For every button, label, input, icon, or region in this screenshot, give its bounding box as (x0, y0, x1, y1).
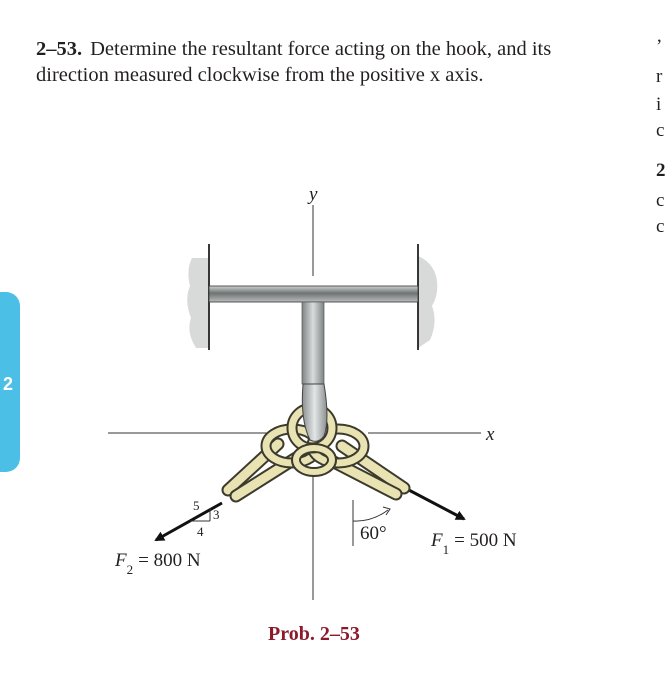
right-wall (418, 256, 437, 348)
edge-letter: c (656, 190, 665, 211)
problem-text: Determine the resultant force acting on the hook, and its direction measured clockwise from the positive x axis. (36, 38, 552, 86)
support-bar (209, 286, 418, 302)
f1-label: $F_1 = 500$ N (431, 530, 517, 557)
chapter-tab-label: 2 (2, 374, 13, 394)
left-wall (187, 258, 209, 348)
edge-letter: c (656, 120, 665, 141)
edge-letter: i (656, 94, 662, 115)
f2-label: $F_2 = 800$ N (115, 550, 201, 577)
edge-letter: r (656, 66, 663, 87)
edge-letter: ’ (656, 36, 663, 57)
figure-caption: Prob. 2–53 (268, 623, 360, 645)
x-axis-label: x (486, 424, 495, 445)
edge-letter: 2 (656, 160, 665, 181)
hook-rod (302, 302, 324, 384)
problem-number: 2–53. (36, 38, 83, 60)
f1-arrow (405, 488, 464, 519)
slope-horizontal-label: 4 (197, 524, 204, 539)
y-axis-label: y (309, 184, 318, 205)
angle-arc (353, 510, 388, 521)
slope-hyp-label: 5 (193, 498, 200, 513)
angle-label: 60° (360, 523, 387, 544)
slope-vertical-label: 3 (213, 507, 220, 522)
edge-letter: c (656, 216, 665, 237)
